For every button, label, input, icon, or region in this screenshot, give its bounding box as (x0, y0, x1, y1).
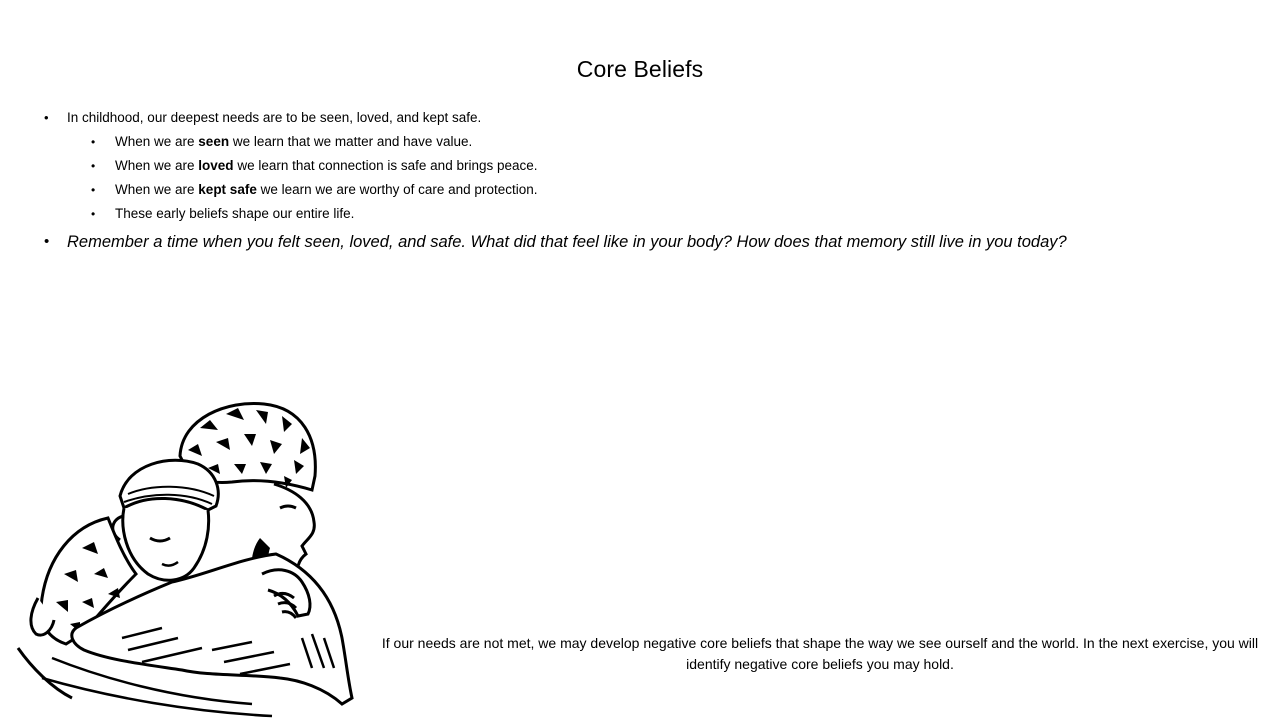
sub-bullet-text: we learn that we matter and have value. (229, 134, 473, 149)
reflection-text: Remember a time when you felt seen, loved, and safe. What did that feel like in your body? How does that memory still live in you today? (67, 233, 1067, 251)
sub-bullet-seen (67, 132, 1244, 152)
sub-bullet-text: When we are (115, 158, 199, 173)
embrace-illustration-icon (12, 398, 356, 720)
sub-bullet-text: we learn we are worthy of care and protection. (256, 182, 538, 197)
sub-bullet-text: we learn that connection is safe and brings peace. (233, 158, 538, 173)
sub-bullet-kept-safe (67, 180, 1244, 200)
sub-bullet-loved (67, 156, 1244, 176)
closing-note: If our needs are not met, we may develop negative core beliefs that shape the way we see ourself and the world. In the next exercise, you will identify negative core beliefs you may hold. (381, 635, 1259, 672)
keyword-loved: loved (198, 158, 234, 173)
sub-bullet-text: When we are (115, 134, 199, 149)
keyword-kept-safe: kept safe (198, 182, 257, 197)
sub-bullet-text: When we are (115, 182, 199, 197)
bullet-childhood-needs (44, 108, 1244, 224)
slide-title: Core Beliefs (576, 56, 704, 82)
keyword-seen: seen (198, 134, 230, 149)
sub-bullet-early-beliefs (67, 204, 1244, 224)
bullet-list (44, 108, 1244, 258)
sub-bullet-list (67, 132, 1244, 224)
bullet-reflection (44, 230, 1244, 254)
bullet-text: In childhood, our deepest needs are to be seen, loved, and kept safe. (67, 110, 482, 125)
sub-bullet-text: These early beliefs shape our entire life. (115, 206, 355, 221)
